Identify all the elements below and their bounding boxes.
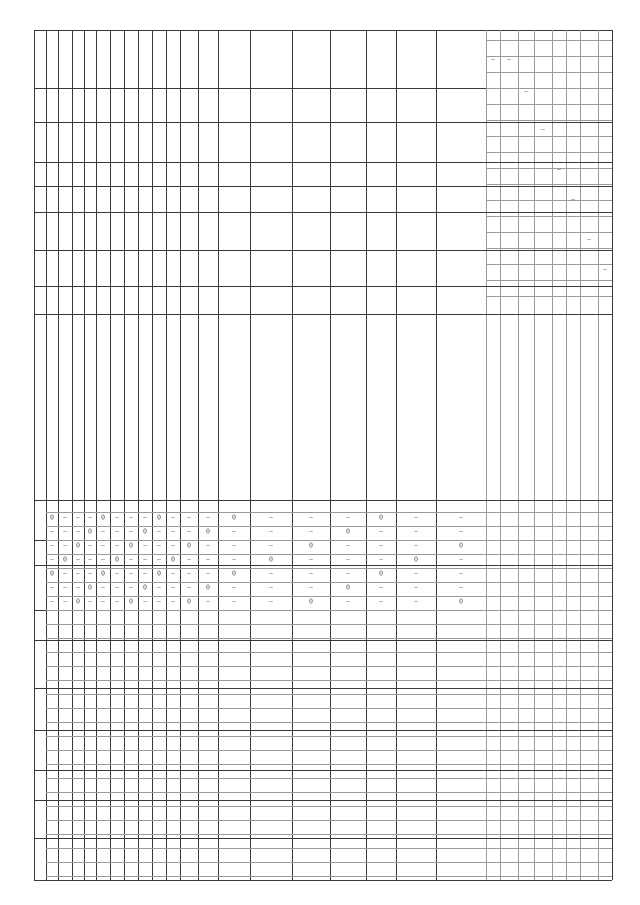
table-cell-mark: – — [171, 527, 175, 536]
table-cell-mark: 0 — [459, 541, 463, 550]
table-cell-mark: – — [541, 125, 545, 134]
table-cell-mark: – — [232, 527, 236, 536]
table-cell-mark: – — [187, 555, 191, 564]
table-rule-horizontal — [46, 764, 612, 765]
table-cell-mark: – — [459, 527, 463, 536]
table-cell-mark: – — [491, 55, 495, 64]
table-cell-mark: 0 — [171, 555, 175, 564]
table-rule-horizontal — [34, 30, 612, 31]
table-cell-mark: 0 — [269, 555, 273, 564]
table-rule-horizontal — [34, 162, 612, 163]
table-cell-mark: – — [414, 513, 418, 522]
table-cell-mark: – — [101, 583, 105, 592]
table-cell-mark: 0 — [101, 569, 105, 578]
table-rule-vertical — [58, 30, 59, 880]
table-cell-mark: 0 — [157, 513, 161, 522]
table-cell-mark: – — [157, 541, 161, 550]
table-rule-horizontal — [46, 708, 612, 709]
table-cell-mark: – — [171, 597, 175, 606]
table-rule-vertical — [500, 30, 501, 880]
table-rule-horizontal — [46, 680, 612, 681]
table-cell-mark: – — [232, 555, 236, 564]
table-rule-horizontal — [486, 248, 612, 249]
table-cell-mark: 0 — [88, 583, 92, 592]
table-cell-mark: – — [571, 195, 575, 204]
table-rule-vertical — [292, 30, 293, 880]
table-cell-mark: – — [63, 527, 67, 536]
table-rule-horizontal — [46, 862, 612, 863]
table-cell-mark: – — [115, 541, 119, 550]
table-cell-mark: – — [129, 555, 133, 564]
table-rule-vertical — [366, 30, 367, 880]
table-cell-mark: – — [309, 569, 313, 578]
table-rule-horizontal — [34, 250, 612, 251]
table-cell-mark: – — [414, 583, 418, 592]
table-rule-horizontal — [34, 800, 612, 801]
table-cell-mark: – — [143, 597, 147, 606]
table-rule-vertical — [180, 30, 181, 880]
table-rule-horizontal — [34, 186, 612, 187]
table-rule-vertical — [580, 30, 581, 880]
table-cell-mark: – — [143, 555, 147, 564]
table-cell-mark: 0 — [50, 569, 54, 578]
table-rule-horizontal — [34, 770, 612, 771]
table-cell-mark: – — [88, 597, 92, 606]
table-cell-mark: 0 — [206, 527, 210, 536]
table-cell-mark: – — [346, 513, 350, 522]
table-cell-mark: – — [187, 583, 191, 592]
table-rule-horizontal — [46, 666, 612, 667]
table-rule-vertical — [124, 30, 125, 880]
table-rule-horizontal — [46, 848, 612, 849]
table-rule-horizontal — [34, 212, 612, 213]
table-cell-mark: – — [379, 527, 383, 536]
table-rule-horizontal — [486, 104, 612, 105]
table-cell-mark: – — [379, 583, 383, 592]
table-rule-vertical — [612, 30, 613, 880]
table-cell-mark: – — [414, 527, 418, 536]
table-cell-mark: – — [88, 555, 92, 564]
table-cell-mark: – — [459, 583, 463, 592]
table-rule-vertical — [138, 30, 139, 880]
table-cell-mark: – — [63, 583, 67, 592]
table-rule-horizontal — [34, 314, 612, 315]
table-cell-mark: – — [76, 513, 80, 522]
table-rule-horizontal — [486, 152, 612, 153]
table-rule-vertical — [84, 30, 85, 880]
table-cell-mark: – — [50, 527, 54, 536]
table-rule-horizontal — [46, 736, 612, 737]
table-rule-horizontal — [34, 838, 612, 839]
table-cell-mark: – — [76, 583, 80, 592]
table-cell-mark: 0 — [232, 513, 236, 522]
table-rule-vertical — [46, 30, 47, 880]
table-rule-horizontal — [486, 40, 612, 41]
table-rule-vertical — [330, 30, 331, 880]
table-cell-mark: – — [63, 597, 67, 606]
table-cell-mark: – — [414, 541, 418, 550]
table-rule-horizontal — [46, 820, 612, 821]
table-cell-mark: – — [379, 555, 383, 564]
table-rule-horizontal — [486, 120, 612, 121]
table-cell-mark: – — [414, 597, 418, 606]
table-cell-mark: – — [76, 569, 80, 578]
table-rule-vertical — [72, 30, 73, 880]
table-cell-mark: – — [129, 527, 133, 536]
table-cell-mark: 0 — [309, 541, 313, 550]
table-rule-horizontal — [34, 286, 612, 287]
table-cell-mark: 0 — [232, 569, 236, 578]
table-cell-mark: – — [269, 513, 273, 522]
table-rule-horizontal — [46, 694, 612, 695]
table-rule-horizontal — [46, 610, 612, 611]
table-rule-horizontal — [486, 216, 612, 217]
table-cell-mark: – — [507, 55, 511, 64]
table-rule-horizontal — [486, 72, 612, 73]
table-rule-horizontal — [486, 264, 612, 265]
table-cell-mark: – — [101, 597, 105, 606]
table-cell-mark: 0 — [346, 527, 350, 536]
table-cell-mark: – — [346, 597, 350, 606]
table-cell-mark: – — [63, 569, 67, 578]
table-rule-vertical — [534, 30, 535, 880]
table-cell-mark: 0 — [206, 583, 210, 592]
table-rule-vertical — [110, 30, 111, 880]
table-cell-mark: – — [115, 527, 119, 536]
table-rule-vertical — [486, 30, 487, 880]
table-rule-vertical — [250, 30, 251, 880]
table-cell-mark: – — [171, 569, 175, 578]
table-rule-vertical — [218, 30, 219, 880]
table-cell-mark: 0 — [88, 527, 92, 536]
table-rule-horizontal — [486, 136, 612, 137]
table-cell-mark: – — [587, 235, 591, 244]
table-cell-mark: – — [187, 513, 191, 522]
table-cell-mark: – — [187, 569, 191, 578]
table-rule-vertical — [552, 30, 553, 880]
table-rule-vertical — [566, 30, 567, 880]
table-cell-mark: – — [459, 513, 463, 522]
table-cell-mark: 0 — [129, 597, 133, 606]
table-rule-horizontal — [34, 730, 612, 731]
table-rule-vertical — [598, 30, 599, 880]
table-cell-mark: 0 — [414, 555, 418, 564]
table-cell-mark: – — [379, 597, 383, 606]
table-cell-mark: – — [88, 541, 92, 550]
table-rule-horizontal — [34, 565, 612, 566]
table-cell-mark: – — [143, 513, 147, 522]
table-rule-horizontal — [486, 280, 612, 281]
table-cell-mark: 0 — [76, 597, 80, 606]
table-cell-mark: – — [524, 87, 528, 96]
table-cell-mark: – — [309, 527, 313, 536]
table-cell-mark: – — [171, 513, 175, 522]
table-cell-mark: 0 — [63, 555, 67, 564]
table-cell-mark: – — [143, 569, 147, 578]
table-cell-mark: – — [50, 583, 54, 592]
table-cell-mark: – — [206, 555, 210, 564]
table-cell-mark: – — [143, 541, 147, 550]
table-rule-vertical — [518, 30, 519, 880]
table-cell-mark: – — [115, 569, 119, 578]
table-cell-mark: – — [206, 541, 210, 550]
table-cell-mark: – — [459, 569, 463, 578]
table-cell-mark: 0 — [129, 541, 133, 550]
table-cell-mark: – — [157, 555, 161, 564]
table-cell-mark: 0 — [157, 569, 161, 578]
table-cell-mark: – — [346, 569, 350, 578]
table-cell-mark: – — [129, 569, 133, 578]
table-rule-horizontal — [46, 806, 612, 807]
table-rule-horizontal — [486, 168, 612, 169]
table-cell-mark: – — [187, 527, 191, 536]
table-cell-mark: – — [269, 527, 273, 536]
table-cell-mark: – — [50, 597, 54, 606]
table-cell-mark: – — [101, 555, 105, 564]
table-rule-horizontal — [34, 500, 612, 501]
table-cell-mark: 0 — [379, 513, 383, 522]
table-cell-mark: – — [269, 541, 273, 550]
table-cell-mark: 0 — [187, 597, 191, 606]
table-cell-mark: – — [50, 541, 54, 550]
table-cell-mark: – — [63, 513, 67, 522]
table-cell-mark: – — [115, 513, 119, 522]
table-rule-vertical — [198, 30, 199, 880]
table-rule-horizontal — [486, 88, 612, 89]
table-cell-mark: – — [76, 555, 80, 564]
table-cell-mark: – — [76, 527, 80, 536]
table-cell-mark: – — [101, 527, 105, 536]
table-cell-mark: 0 — [379, 569, 383, 578]
table-cell-mark: 0 — [50, 513, 54, 522]
table-cell-mark: – — [414, 569, 418, 578]
table-rule-horizontal — [46, 834, 612, 835]
table-rule-vertical — [436, 30, 437, 880]
table-cell-mark: – — [157, 597, 161, 606]
table-cell-mark: – — [309, 555, 313, 564]
table-rule-vertical — [166, 30, 167, 880]
table-cell-mark: – — [101, 541, 105, 550]
table-cell-mark: – — [269, 569, 273, 578]
table-cell-mark: 0 — [187, 541, 191, 550]
table-cell-mark: – — [206, 569, 210, 578]
table-rule-horizontal — [34, 122, 612, 123]
table-rule-horizontal — [46, 638, 612, 639]
table-cell-mark: – — [459, 555, 463, 564]
table-cell-mark: – — [603, 265, 607, 274]
table-cell-mark: – — [115, 583, 119, 592]
table-rule-vertical — [396, 30, 397, 880]
table-cell-mark: – — [157, 527, 161, 536]
table-rule-horizontal — [34, 880, 612, 881]
table-cell-mark: – — [206, 597, 210, 606]
table-cell-mark: 0 — [346, 583, 350, 592]
table-rule-horizontal — [46, 876, 612, 877]
table-cell-mark: – — [232, 541, 236, 550]
table-cell-mark: – — [63, 541, 67, 550]
table-cell-mark: 0 — [459, 597, 463, 606]
table-rule-horizontal — [46, 792, 612, 793]
table-cell-mark: 0 — [309, 597, 313, 606]
table-rule-horizontal — [486, 232, 612, 233]
table-cell-mark: – — [88, 513, 92, 522]
table-cell-mark: – — [88, 569, 92, 578]
table-rule-horizontal — [34, 640, 612, 641]
table-cell-mark: 0 — [143, 583, 147, 592]
table-cell-mark: – — [115, 597, 119, 606]
table-cell-mark: – — [50, 555, 54, 564]
table-cell-mark: – — [309, 513, 313, 522]
table-rule-horizontal — [46, 624, 612, 625]
table-cell-mark: – — [346, 555, 350, 564]
table-cell-mark: – — [557, 165, 561, 174]
table-cell-mark: – — [157, 583, 161, 592]
table-cell-mark: – — [171, 583, 175, 592]
table-cell-mark: – — [269, 597, 273, 606]
table-cell-mark: 0 — [101, 513, 105, 522]
table-rule-horizontal — [34, 688, 612, 689]
table-rule-horizontal — [46, 652, 612, 653]
table-cell-mark: – — [129, 583, 133, 592]
table-rule-vertical — [96, 30, 97, 880]
table-cell-mark: – — [379, 541, 383, 550]
table-rule-vertical — [34, 30, 35, 880]
table-cell-mark: 0 — [143, 527, 147, 536]
table-cell-mark: – — [232, 597, 236, 606]
table-cell-mark: – — [232, 583, 236, 592]
table-rule-horizontal — [486, 56, 612, 57]
table-cell-mark: – — [206, 513, 210, 522]
table-rule-horizontal — [486, 184, 612, 185]
table-cell-mark: – — [309, 583, 313, 592]
table-rule-horizontal — [486, 200, 612, 201]
table-cell-mark: 0 — [115, 555, 119, 564]
table-rule-horizontal — [46, 722, 612, 723]
table-cell-mark: – — [269, 583, 273, 592]
table-rule-horizontal — [46, 778, 612, 779]
table-rule-vertical — [152, 30, 153, 880]
table-cell-mark: – — [346, 541, 350, 550]
table-cell-mark: – — [129, 513, 133, 522]
table-cell-mark: – — [171, 541, 175, 550]
table-cell-mark: 0 — [76, 541, 80, 550]
table-rule-horizontal — [486, 296, 612, 297]
table-rule-horizontal — [46, 750, 612, 751]
